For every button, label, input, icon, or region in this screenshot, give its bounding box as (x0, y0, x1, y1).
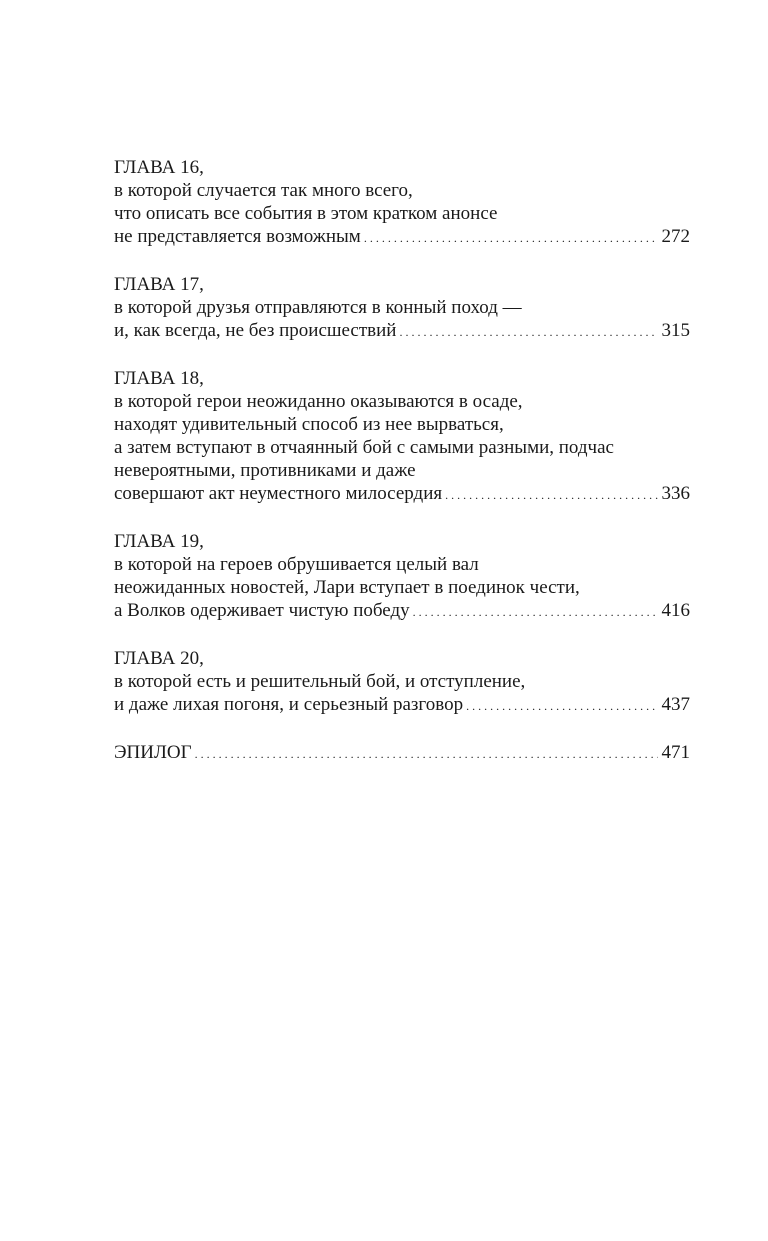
chapter-heading: ГЛАВА 16, (114, 157, 204, 178)
toc-entry-chapter-20[interactable] (114, 647, 690, 718)
page-number: 471 (661, 742, 690, 763)
dot-leader (364, 225, 658, 250)
chapter-description-line: а Волков одерживает чистую победу (114, 600, 410, 621)
chapter-description-line: невероятными, противниками и даже (114, 460, 416, 481)
toc-entry-chapter-17[interactable] (114, 273, 690, 344)
chapter-heading: ГЛАВА 19, (114, 531, 204, 552)
chapter-heading: ГЛАВА 20, (114, 648, 204, 669)
chapter-description-line: в которой есть и решительный бой, и отступление, (114, 671, 526, 692)
epilog-line (114, 741, 690, 766)
chapter-description-line: находят удивительный способ из нее вырваться, (114, 414, 504, 435)
chapter-description-line: и даже лихая погоня, и серьезный разговор (114, 694, 464, 715)
chapter-description-line: не представляется возможным (114, 226, 361, 247)
chapter-heading: ГЛАВА 18, (114, 368, 204, 389)
page-number: 272 (661, 226, 690, 247)
dot-leader (399, 319, 657, 344)
chapter-description-line: что описать все события в этом кратком анонсе (114, 203, 498, 224)
chapter-last-line (114, 225, 690, 250)
chapter-description-line: и, как всегда, не без происшествий (114, 320, 397, 341)
toc-entry-chapter-18[interactable] (114, 367, 690, 507)
table-of-contents (114, 156, 690, 789)
chapter-last-line (114, 599, 690, 624)
toc-entry-chapter-16[interactable] (114, 156, 690, 250)
page-number: 336 (661, 483, 690, 504)
chapter-last-line (114, 319, 690, 344)
chapter-description-line: в которой друзья отправляются в конный поход — (114, 297, 522, 318)
chapter-description-line: неожиданных новостей, Лари вступает в поединок чести, (114, 577, 580, 598)
chapter-heading: ГЛАВА 17, (114, 274, 204, 295)
page-number: 437 (661, 694, 690, 715)
chapter-last-line (114, 482, 690, 507)
chapter-description-line: в которой герои неожиданно оказываются в осаде, (114, 391, 523, 412)
dot-leader (466, 693, 657, 718)
epilog-title: ЭПИЛОГ (114, 742, 192, 763)
page-number: 416 (661, 600, 690, 621)
dot-leader (195, 741, 658, 766)
chapter-description-line: в которой случается так много всего, (114, 180, 413, 201)
chapter-description-line: в которой на героев обрушивается целый вал (114, 554, 479, 575)
chapter-description-line: а затем вступают в отчаянный бой с самыми разными, подчас (114, 437, 614, 458)
dot-leader (413, 599, 658, 624)
dot-leader (445, 482, 657, 507)
chapter-last-line (114, 693, 690, 718)
toc-entry-chapter-19[interactable] (114, 530, 690, 624)
page-number: 315 (661, 320, 690, 341)
toc-entry-epilog[interactable] (114, 741, 690, 766)
chapter-description-line: совершают акт неуместного милосердия (114, 483, 443, 504)
